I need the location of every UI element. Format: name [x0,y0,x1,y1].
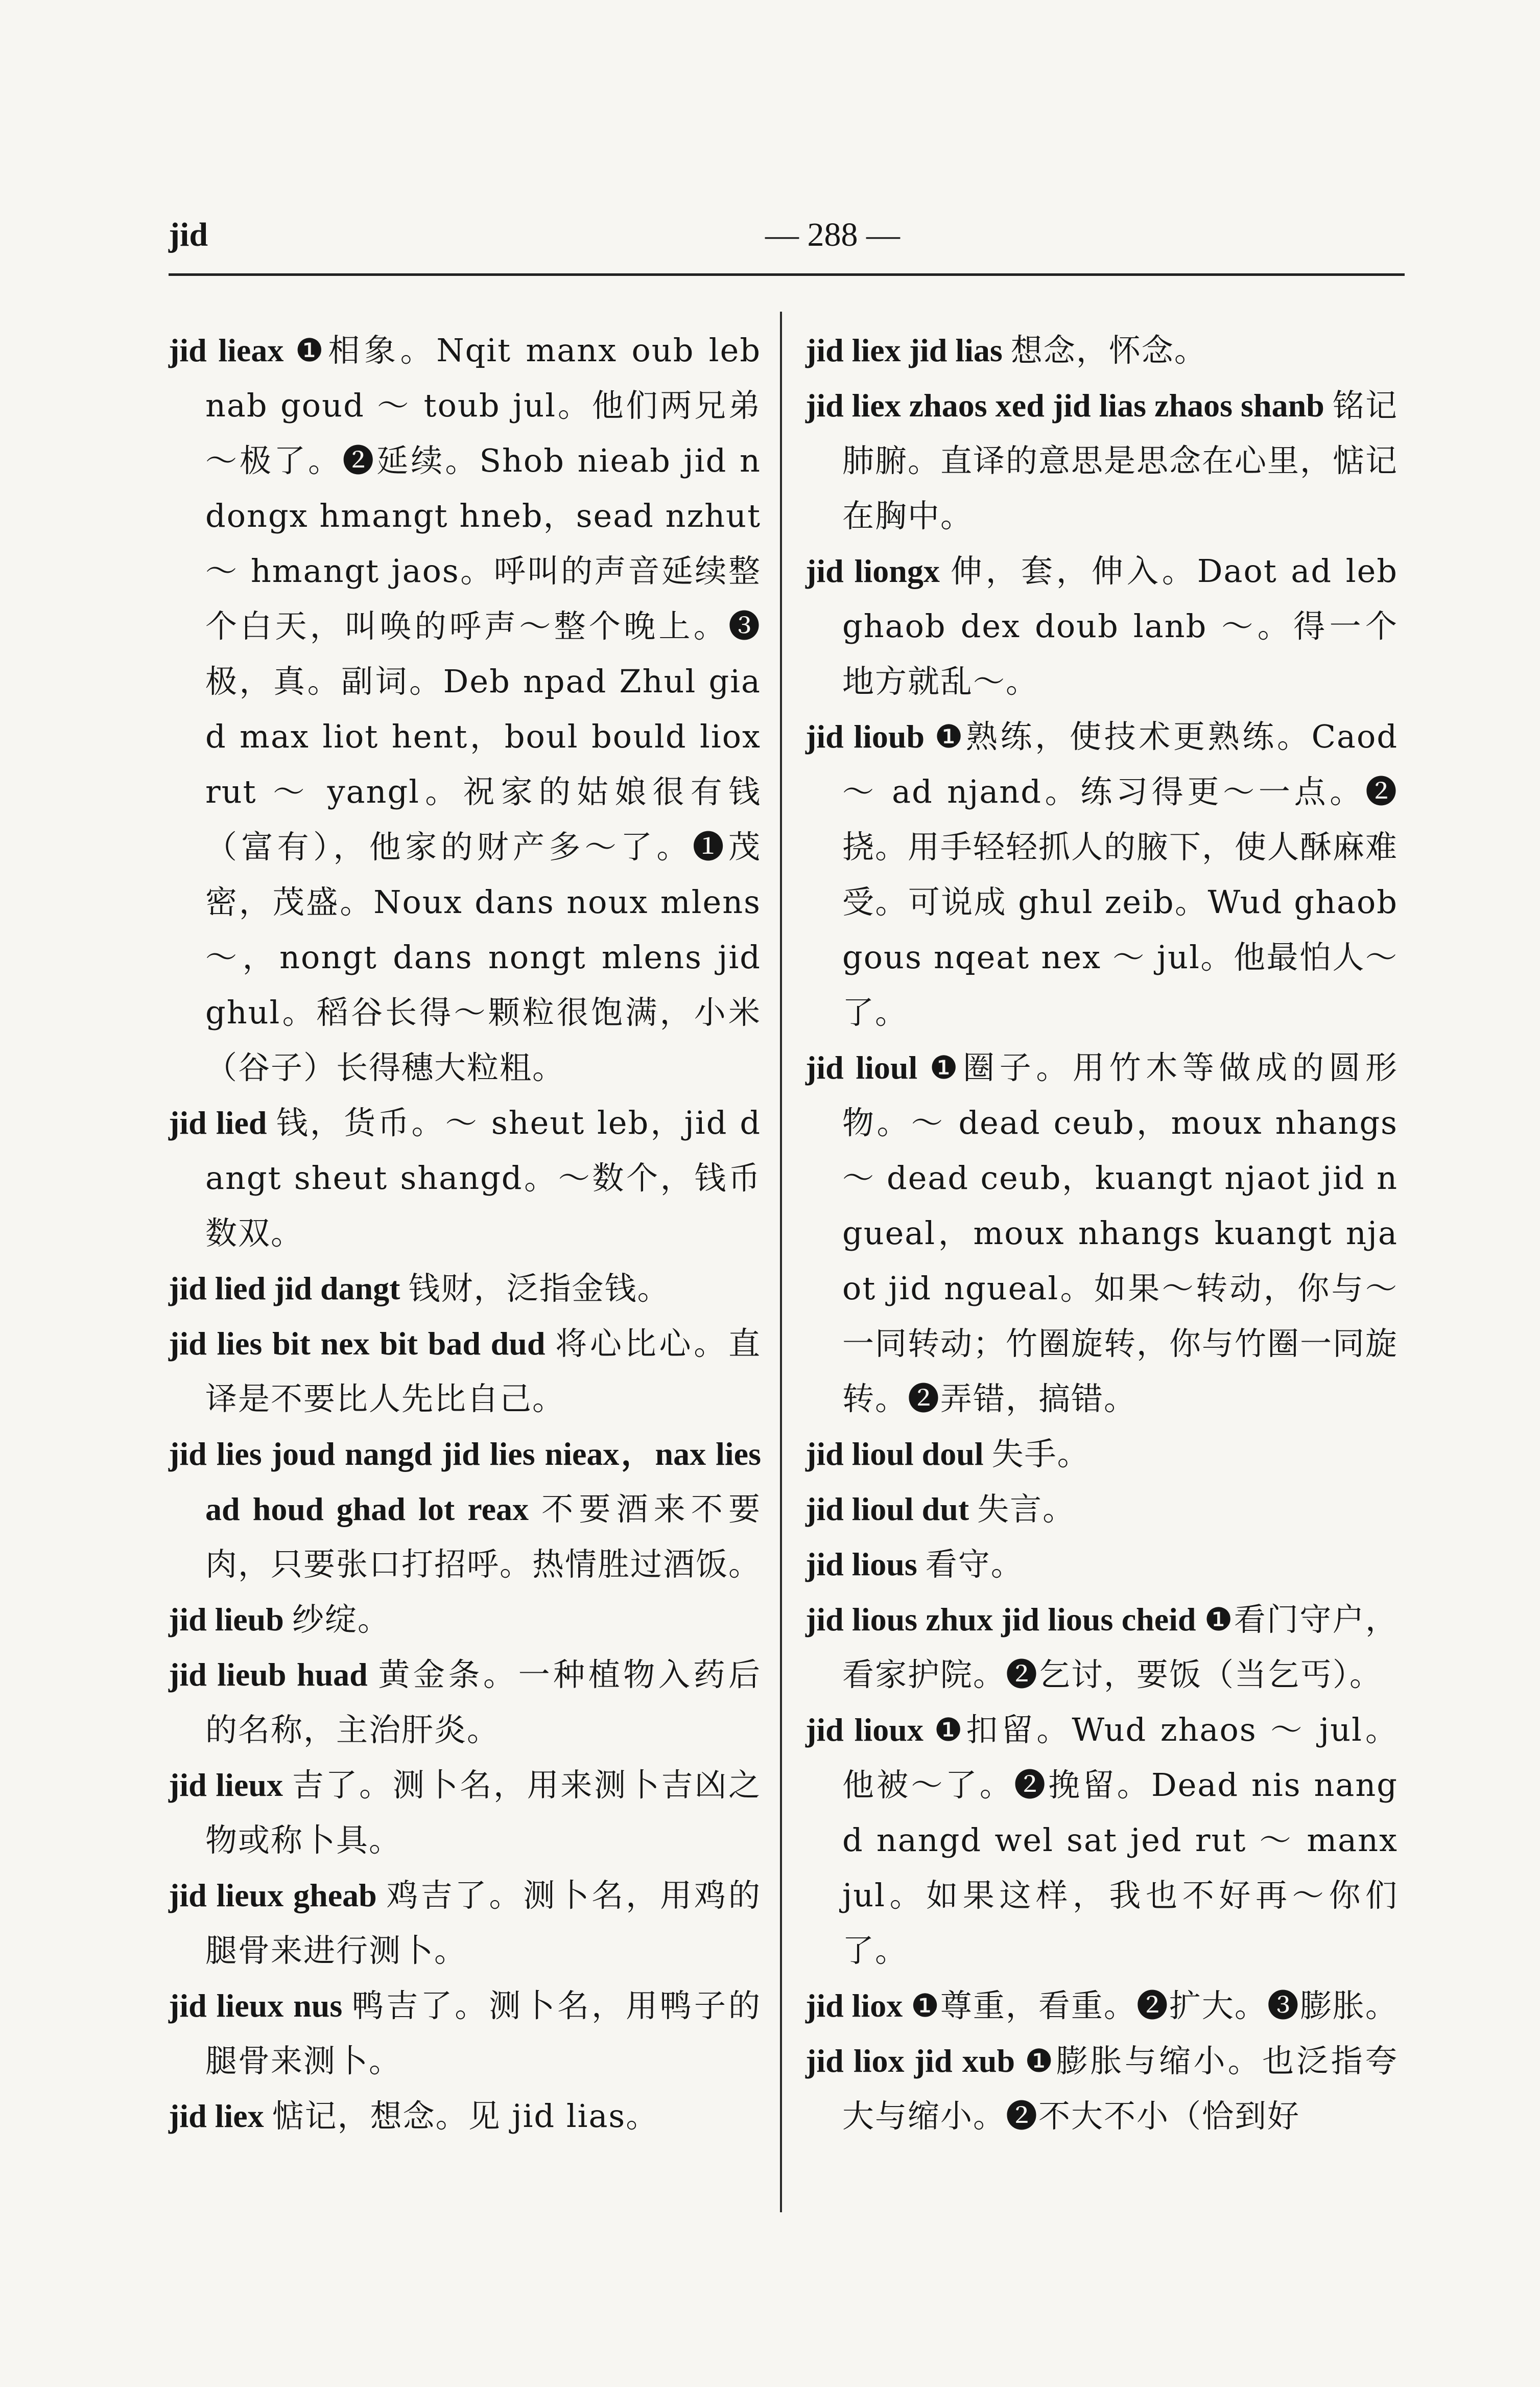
entry-definition: ❶膨胀与缩小。也泛指夸大与缩小。❷不大不小（恰到好 [842,2042,1398,2135]
dictionary-entry [805,1702,1398,1978]
entry-definition: 纱绽。 [292,1601,390,1638]
entry-definition: 惦记，想念。见 jid lias。 [272,2097,659,2135]
entry-term: jid liex zhaos xed jid lias zhaos shanb [805,387,1324,424]
entry-definition: 鸭吉了。测卜名，用鸭子的腿骨来测卜。 [205,1987,761,2079]
entry-term: jid lieax [169,332,284,368]
entry-definition: ❶熟练，使技术更熟练。Caod ～ ad njand。练习得更～一点。❷挠。用手轻轻抓人的腋下，使人酥麻难受。可说成 ghul zeib。Wud ghaob gous nqeat nex ～ jul。他最怕人～了。 [842,718,1399,1031]
entry-term: jid lied jid dangt [169,1270,400,1306]
entry-term: jid lieux nus [169,1987,343,2024]
dictionary-entry [805,1482,1398,1537]
column-divider [780,312,782,2212]
left-column [169,323,761,2144]
entry-definition: ❶尊重，看重。❷扩大。❸膨胀。 [911,1987,1398,2024]
dictionary-entry [805,378,1398,544]
entry-term: jid lieux [169,1767,283,1803]
entry-definition: 吉了。测卜名，用来测卜吉凶之物或称卜具。 [205,1766,761,1859]
entry-term: jid lioul doul [805,1436,984,1472]
running-headword: jid [169,216,208,253]
entry-term: jid lies bit nex bit bad dud [169,1325,546,1362]
entry-term: jid lious zhux jid lious cheid [805,1601,1196,1637]
entry-definition: 钱财，泛指金钱。 [408,1270,670,1307]
entry-term: jid lies joud nangd jid lies nieax，nax lies ad houd ghad lot reax [169,1436,761,1527]
entry-definition: 铭记肺腑。直译的意思是思念在心里，惦记在胸中。 [842,387,1399,534]
dictionary-entry [169,1316,761,1426]
entry-definition: 失手。 [991,1435,1090,1472]
dictionary-entry [805,323,1398,378]
entry-term: jid lioub [805,718,925,755]
dictionary-entry [169,1426,761,1592]
entry-definition: 钱，货币。～ sheut leb，jid dangt sheut shangd。～数个，钱币数双。 [205,1104,762,1252]
entry-term: jid liox jid xub [805,2043,1015,2079]
dictionary-entry [805,544,1398,709]
dictionary-entry [805,2033,1398,2144]
entry-definition: 不要酒来不要肉，只要张口打招呼。热情胜过酒饭。 [205,1490,762,1583]
entry-definition: ❶扣留。Wud zhaos ～ jul。他被～了。❷挽留。Dead nis nangd nangd wel sat jed rut ～ manx jul。如果这样，我也不好再～你们了。 [842,1711,1399,1969]
dictionary-entry [805,709,1398,1040]
dictionary-entry [169,1978,761,2089]
dictionary-entry [805,1537,1398,1592]
dictionary-entry [169,1592,761,1647]
header-rule [169,273,1405,276]
entry-term: jid lioux [805,1712,923,1748]
entry-definition: 将心比心。直译是不要比人先比自己。 [205,1325,762,1417]
entry-definition: 看守。 [925,1546,1024,1583]
entry-term: jid liex [169,2098,264,2134]
entry-term: jid lieux gheab [169,1877,377,1913]
dictionary-entry [169,1261,761,1316]
entry-definition: 黄金条。一种植物入药后的名称，主治肝炎。 [205,1656,762,1748]
entry-term: jid lied [169,1105,267,1141]
entry-term: jid lieub [169,1601,284,1637]
dictionary-entry [805,1040,1398,1426]
entry-term: jid lioul [805,1049,918,1086]
entry-term: jid liongx [805,553,940,589]
entry-definition: ❶相象。Nqit manx oub leb nab goud ～ toub jul。他们两兄弟～极了。❷延续。Shob nieab jid ndongx hmangt hneb，sead nzhut ～ hmangt jaos。呼叫的声音延续整个白天，叫唤的呼声～整个晚上。❸极，真。副词。Deb npad Zhul giad max liot hent，boul bould liox rut ～ yangl。祝家的姑娘很有钱（富有），他家的财产多～了。❶茂密，茂盛。Noux dans noux mlens ～，nongt dans nongt mlens jid ghul。稻谷长得～颗粒很饱满，小米（谷子）长得穗大粒粗。 [205,332,762,1086]
entry-definition: 想念，怀念。 [1010,332,1207,369]
entry-term: jid lioul dut [805,1491,969,1527]
dictionary-entry [169,323,761,1095]
page-number: — 288 — [765,216,900,253]
entry-term: jid lious [805,1546,917,1582]
dictionary-entry [169,2089,761,2144]
entry-term: jid lieub huad [169,1656,368,1693]
page-header [169,209,1405,266]
entry-definition: 失言。 [977,1490,1076,1528]
dictionary-entry [805,1592,1398,1702]
dictionary-entry [169,1647,761,1758]
dictionary-entry [805,1978,1398,2033]
dictionary-entry [169,1095,761,1261]
right-column [805,323,1398,2144]
entry-definition: ❶圈子。用竹木等做成的圆形物。～ dead ceub，moux nhangs ～ dead ceub，kuangt njaot jid ngueal，moux nhangs kuangt njaot jid ngueal。如果～转动，你与～一同转动；竹圈旋转，你与竹圈一同旋转。❷弄错，搞错。 [842,1049,1399,1417]
dictionary-entry [169,1868,761,1978]
dictionary-entry [805,1426,1398,1482]
entry-definition: ❶看门守户，看家护院。❷乞讨，要饭（当乞丐）。 [842,1601,1398,1693]
dictionary-entry [169,1758,761,1868]
entry-term: jid liox [805,1987,903,2024]
entry-definition: 鸡吉了。测卜名，用鸡的腿骨来进行测卜。 [205,1877,761,1969]
entry-term: jid liex jid lias [805,332,1003,368]
entry-definition: 伸，套，伸入。Daot ad leb ghaob dex doub lanb ～。得一个地方就乱～。 [842,552,1398,700]
